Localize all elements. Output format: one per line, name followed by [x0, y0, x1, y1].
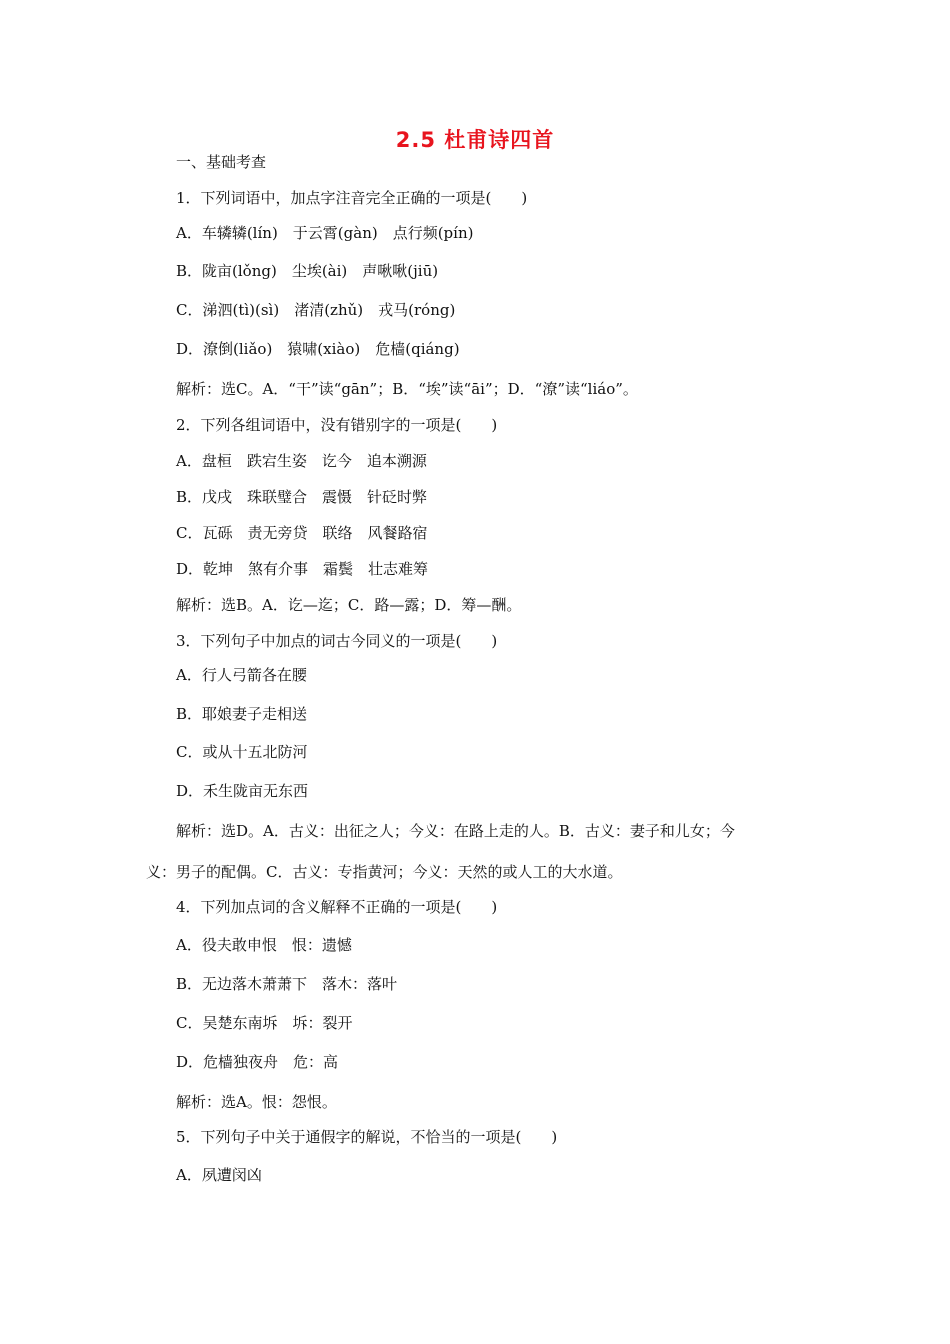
text-line: C．或从十五北防河: [176, 743, 308, 761]
text-line: A．行人弓箭各在腰: [176, 666, 307, 684]
text-line: 义：男子的配偶。C．古义：专指黄河；今义：天然的或人工的大水道。: [146, 863, 623, 881]
text-line: 5．下列句子中关于通假字的解说，不恰当的一项是( ): [176, 1128, 558, 1146]
text-line: 解析：选D。A．古义：出征之人；今义：在路上走的人。B．古义：妻子和儿女；今: [176, 822, 735, 840]
text-line: 解析：选A。恨：怨恨。: [176, 1093, 337, 1111]
text-line: 1．下列词语中，加点字注音完全正确的一项是( ): [176, 189, 528, 207]
text-line: B．无边落木萧萧下 落木：落叶: [176, 975, 398, 993]
text-line: 一、基础考查: [176, 153, 267, 171]
text-line: A．盘桓 跌宕生姿 讫今 追本溯源: [176, 452, 427, 470]
text-line: 4．下列加点词的含义解释不正确的一项是( ): [176, 898, 498, 916]
text-line: D．潦倒(liǎo) 猿啸(xiào) 危樯(qiáng): [176, 340, 460, 358]
text-line: 2．下列各组词语中，没有错别字的一项是( ): [176, 416, 498, 434]
text-line: C．吴楚东南坼 坼：裂开: [176, 1014, 353, 1032]
text-line: A．车辚辚(lín) 于云霄(gàn) 点行频(pín): [176, 224, 474, 242]
text-line: D．危樯独夜舟 危：高: [176, 1053, 339, 1071]
text-line: D．禾生陇亩无东西: [176, 782, 309, 800]
text-line: 解析：选C。A．“干”读“gān”；B．“埃”读“āi”；D．“潦”读“liáo”。: [176, 380, 638, 398]
text-line: B．陇亩(lǒng) 尘埃(ài) 声啾啾(jiū): [176, 262, 439, 280]
text-line: B．耶娘妻子走相送: [176, 705, 308, 723]
page-title: 2.5 杜甫诗四首: [395, 128, 555, 152]
text-line: A．役夫敢申恨 恨：遗憾: [176, 936, 352, 954]
text-line: C．瓦砾 责无旁贷 联络 风餐路宿: [176, 524, 428, 542]
text-line: C．涕泗(tì)(sì) 渚清(zhǔ) 戎马(róng): [176, 301, 456, 319]
text-line: A．夙遭闵凶: [176, 1166, 262, 1184]
text-line: B．戊戌 珠联璧合 震慑 针砭时弊: [176, 488, 428, 506]
text-line: 解析：选B。A．讫—迄；C．路—露；D．筹—酬。: [176, 596, 522, 614]
text-line: D．乾坤 煞有介事 霜鬓 壮志难筹: [176, 560, 429, 578]
text-line: 3．下列句子中加点的词古今同义的一项是( ): [176, 632, 498, 650]
